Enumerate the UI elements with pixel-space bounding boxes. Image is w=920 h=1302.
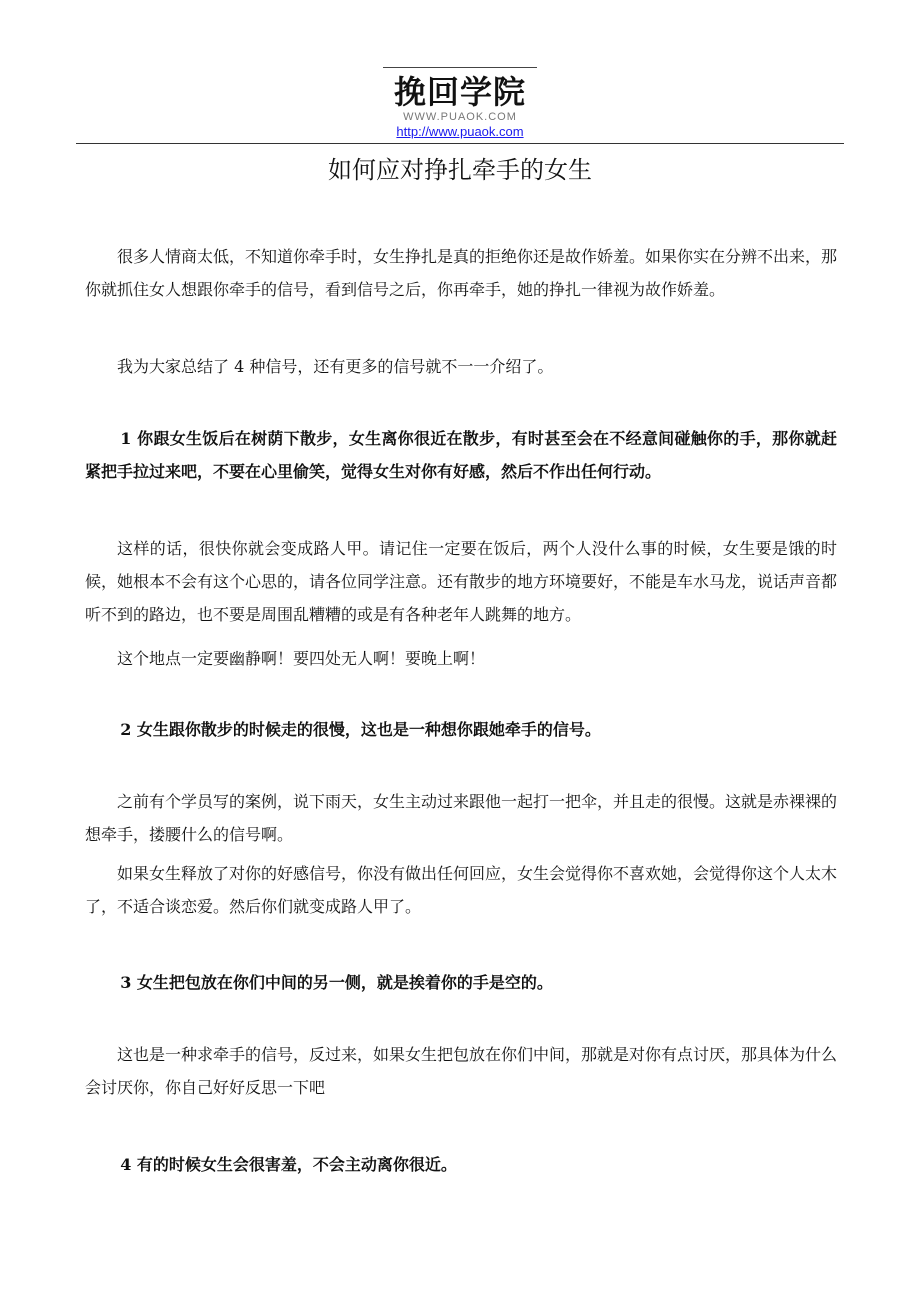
site-logo: 挽回学院	[393, 73, 526, 111]
signal-2-paragraph: 之前有个学员写的案例，说下雨天，女生主动过来跟他一起打一把伞，并且走的很慢。这就是赤裸裸的想牵手，搂腰什么的信号啊。	[85, 792, 838, 844]
signal-2-paragraph: 如果女生释放了对你的好感信号，你没有做出任何回应，女生会觉得你不喜欢她，会觉得你这个人太木了，不适合谈恋爱。然后你们就变成路人甲了。	[85, 864, 838, 916]
intro-summary: 我为大家总结了 4 种信号，还有更多的信号就不一一介绍了。	[117, 357, 554, 376]
page-header	[0, 0, 920, 150]
signal-4-heading: 4 有的时候女生会很害羞，不会主动离你很近。	[120, 1155, 457, 1174]
signal-1-heading: 1 你跟女生饭后在树荫下散步，女生离你很近在散步，有时甚至会在不经意间碰触你的手，那你就赶紧把手拉过来吧，不要在心里偷笑，觉得女生对你有好感，然后不作出任何行动。	[85, 429, 837, 481]
logo-domain-text: WWW.PUAOK.COM	[403, 111, 517, 123]
signal-1-paragraph: 这个地点一定要幽静啊！要四处无人啊！要晚上啊！	[117, 649, 486, 668]
logo-top-rule	[383, 67, 537, 68]
intro-paragraph: 很多人情商太低，不知道你牵手时，女生挣扎是真的拒绝你还是故作娇羞。如果你实在分辨不出来，那你就抓住女人想跟你牵手的信号，看到信号之后，你再牵手，她的挣扎一律视为故作娇羞。	[85, 247, 838, 299]
header-divider	[76, 143, 844, 144]
signal-1-paragraph: 这样的话，很快你就会变成路人甲。请记住一定要在饭后，两个人没什么事的时候，女生要是饿的时候，她根本不会有这个心思的，请各位同学注意。还有散步的地方环境要好，不能是车水马龙，说话声音都听不到的路边，也不要是周围乱糟糟的或是有各种老年人跳舞的地方。	[85, 539, 838, 624]
signal-2-heading: 2 女生跟你散步的时候走的很慢，这也是一种想你跟她牵手的信号。	[120, 720, 601, 739]
signal-3-paragraph: 这也是一种求牵手的信号，反过来，如果女生把包放在你们中间，那就是对你有点讨厌，那具体为什么会讨厌你，你自己好好反思一下吧	[85, 1045, 838, 1097]
site-url-link[interactable]: http://www.puaok.com	[396, 124, 524, 139]
article-title: 如何应对挣扎牵手的女生	[328, 156, 592, 184]
signal-3-heading: 3 女生把包放在你们中间的另一侧，就是挨着你的手是空的。	[120, 973, 553, 992]
